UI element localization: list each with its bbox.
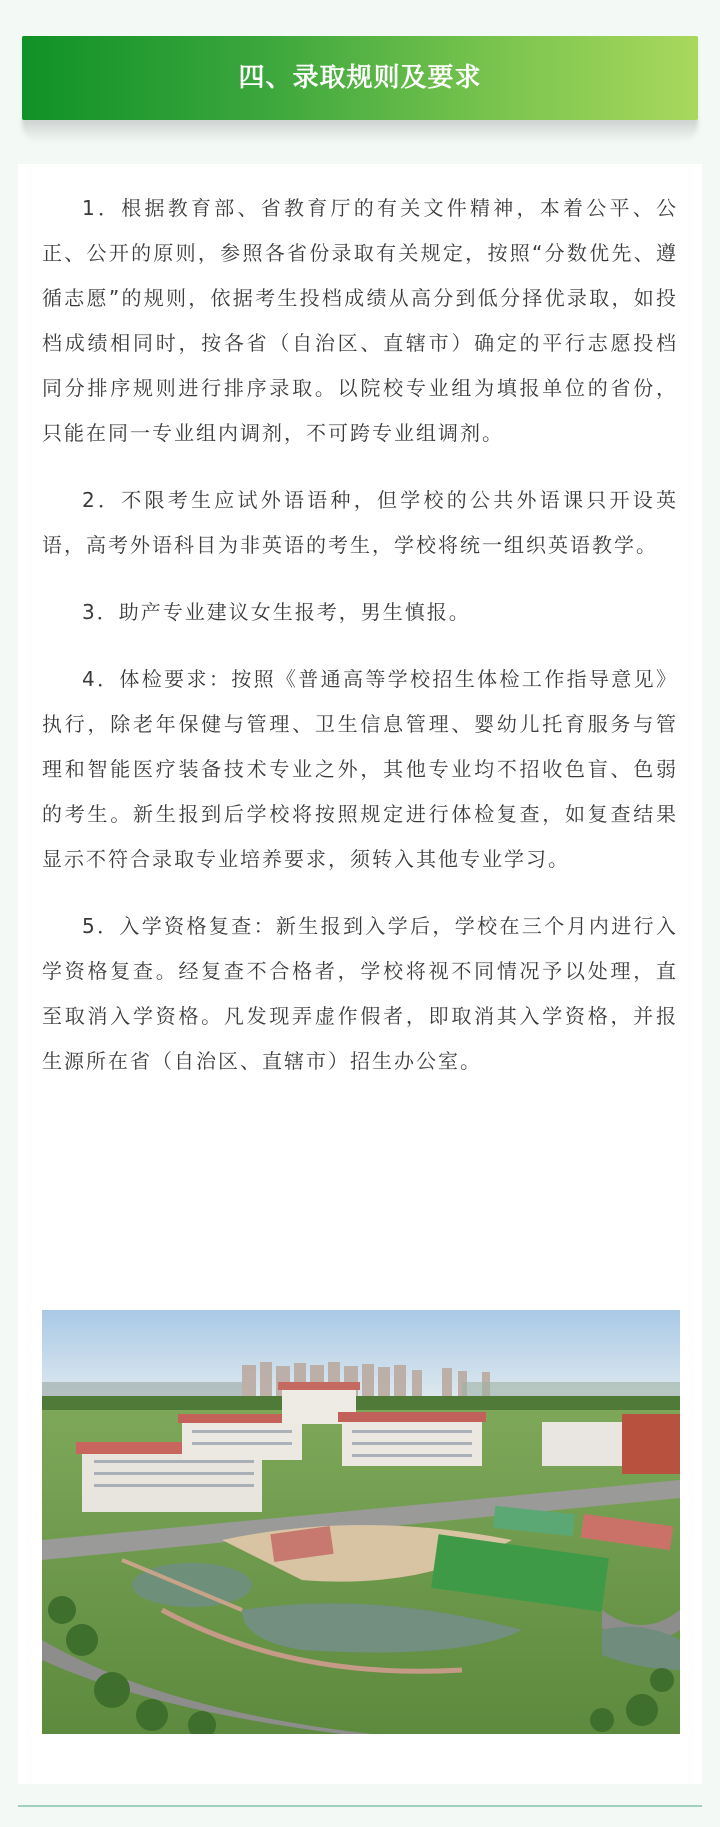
campus-aerial-photo: [42, 1310, 680, 1734]
bottom-divider: [18, 1805, 702, 1807]
rule-paragraph-2: 2．不限考生应试外语语种，但学校的公共外语课只开设英语，高考外语科目为非英语的考生，学校将统一组织英语教学。: [42, 488, 678, 557]
rule-paragraph-4: 4．体检要求：按照《普通高等学校招生体检工作指导意见》执行，除老年保健与管理、卫生信息管理、婴幼儿托育服务与管理和智能医疗装备技术专业之外，其他专业均不招收色盲、色弱的考生。新生报到后学校将按照规定进行体检复查，如复查结果显示不符合录取专业培养要求，须转入其他专业学习。: [42, 667, 678, 871]
campus-illustration: [42, 1310, 680, 1734]
rule-paragraph-3: 3．助产专业建议女生报考，男生慎报。: [82, 600, 471, 624]
content-card: [18, 164, 702, 1784]
rule-paragraph-1: 1．根据教育部、省教育厅的有关文件精神，本着公平、公正、公开的原则，参照各省份录取有关规定，按照“分数优先、遵循志愿”的规则，依据考生投档成绩从高分到低分择优录取，如投档成绩相同时，按各省（自治区、直辖市）确定的平行志愿投档同分排序规则进行排序录取。以院校专业组为填报单位的省份，只能在同一专业组内调剂，不可跨专业组调剂。: [42, 196, 678, 445]
rule-paragraph-5: 5．入学资格复查：新生报到入学后，学校在三个月内进行入学资格复查。经复查不合格者，学校将视不同情况予以处理，直至取消入学资格。凡发现弄虚作假者，即取消其入学资格，并报生源所在省（自治区、直辖市）招生办公室。: [42, 914, 678, 1073]
header-shadow: [22, 120, 698, 142]
section-title: 四、录取规则及要求: [238, 63, 482, 93]
section-header: [18, 36, 702, 144]
header-banner: [22, 36, 698, 120]
rules-text: [42, 186, 678, 1106]
